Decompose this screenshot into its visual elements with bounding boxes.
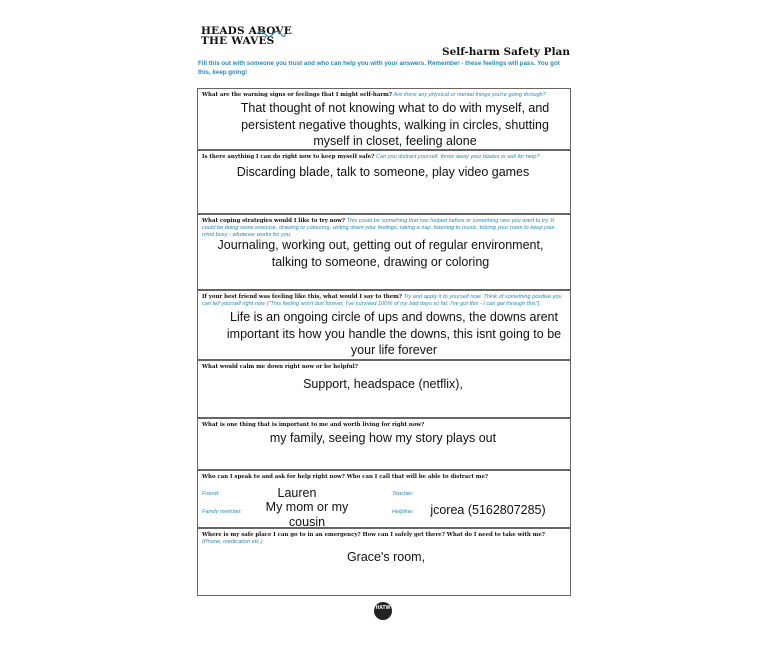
question-text: What are the warning signs or feelings that I might self-harm?	[202, 92, 393, 98]
friend-label: Friend:	[202, 491, 220, 497]
section-question	[202, 422, 564, 429]
answer-text: Journaling, working out, getting out of regular environment, talking to someone, drawing or coloring	[217, 238, 544, 269]
contacts-section	[197, 470, 571, 528]
safe-place-section	[197, 528, 571, 596]
friend-value: Lauren	[277, 486, 317, 500]
footer-logo-icon: HATW	[374, 602, 392, 620]
section-question	[202, 532, 564, 546]
question-text: If your best friend was feeling like this, what would I say to them?	[202, 294, 403, 300]
brand-line-2: THE WAVES	[201, 35, 275, 47]
family-member-value: My mom or my cousin	[265, 500, 349, 529]
question-text: Where is my safe place I can go to in an emergency? How can I safely get there? What do I need to take with me?	[202, 532, 545, 538]
question-hint: This could be something that has helped before or something new you want to try. It could be doing some exercise, drawing or colouring, writing down your feelings, taking a nap, listening to music, tidying your room to keep your mind busy - whatever works for you.	[202, 218, 555, 238]
question-text: Who can I speak to and ask for help right now? Who can I call that will be able to distract me?	[202, 474, 489, 480]
answer-text: Grace's room,	[346, 550, 426, 564]
answer-text: That thought of not knowing what to do with myself, and persistent negative thoughts, walking in circles, shutting myself in closet, feeling alone	[240, 101, 550, 148]
question-hint: Are there any physical or mental things you're going through?	[393, 92, 546, 98]
family-member-label: Family member:	[202, 509, 243, 515]
helpline-value: jcorea (5162807285)	[430, 503, 546, 517]
question-text: Is there anything I can do right now to keep myself safe?	[202, 154, 375, 160]
section-question	[202, 474, 564, 481]
question-hint: Try and apply it to yourself now. Think of something positive you can tell yourself right now ("This feeling won't last forever, I've survived 100% of my bad days so far, I've got this - I can get through this").	[202, 294, 562, 307]
best-friend-section	[197, 290, 571, 360]
question-hint: (Phone, medication etc.)	[202, 539, 263, 545]
keep-safe-section	[197, 150, 571, 214]
answer-text: Support, headspace (netflix),	[303, 377, 463, 391]
section-question	[202, 92, 564, 99]
section-question	[202, 294, 564, 308]
section-question	[202, 218, 564, 239]
helpline-label: Helpline:	[392, 509, 414, 515]
section-question	[202, 154, 564, 161]
coping-strategies-section	[197, 214, 571, 290]
question-text: What coping strategies would I like to try now?	[202, 218, 346, 224]
question-text: What is one thing that is important to me and worth living for right now?	[202, 422, 425, 428]
question-hint: Can you distract yourself, throw away your blades or ask for help?	[375, 154, 540, 160]
question-text: What would calm me down right now or be helpful?	[202, 364, 358, 370]
intro-text: Fill this out with someone you trust and who can help you with your answers. Remember - these feelings will pass. You got this, keep going!	[198, 60, 560, 76]
calm-down-section	[197, 360, 571, 418]
brand-line-1: HEADS ABOVE	[201, 25, 292, 37]
section-question	[202, 364, 564, 371]
worth-living-section	[197, 418, 571, 470]
answer-text: Life is an ongoing circle of ups and downs, the downs arent important its how you handle the downs, this isnt going to be your life forever	[226, 310, 562, 357]
teacher-label: Teacher:	[392, 491, 414, 497]
answer-text: Discarding blade, talk to someone, play video games	[236, 165, 530, 179]
answer-text: my family, seeing how my story plays out	[269, 431, 497, 445]
safety-plan-sheet	[196, 18, 574, 648]
wave-icon	[256, 28, 286, 38]
page-title: Self-harm Safety Plan	[442, 46, 570, 58]
warning-signs-section	[197, 88, 571, 150]
